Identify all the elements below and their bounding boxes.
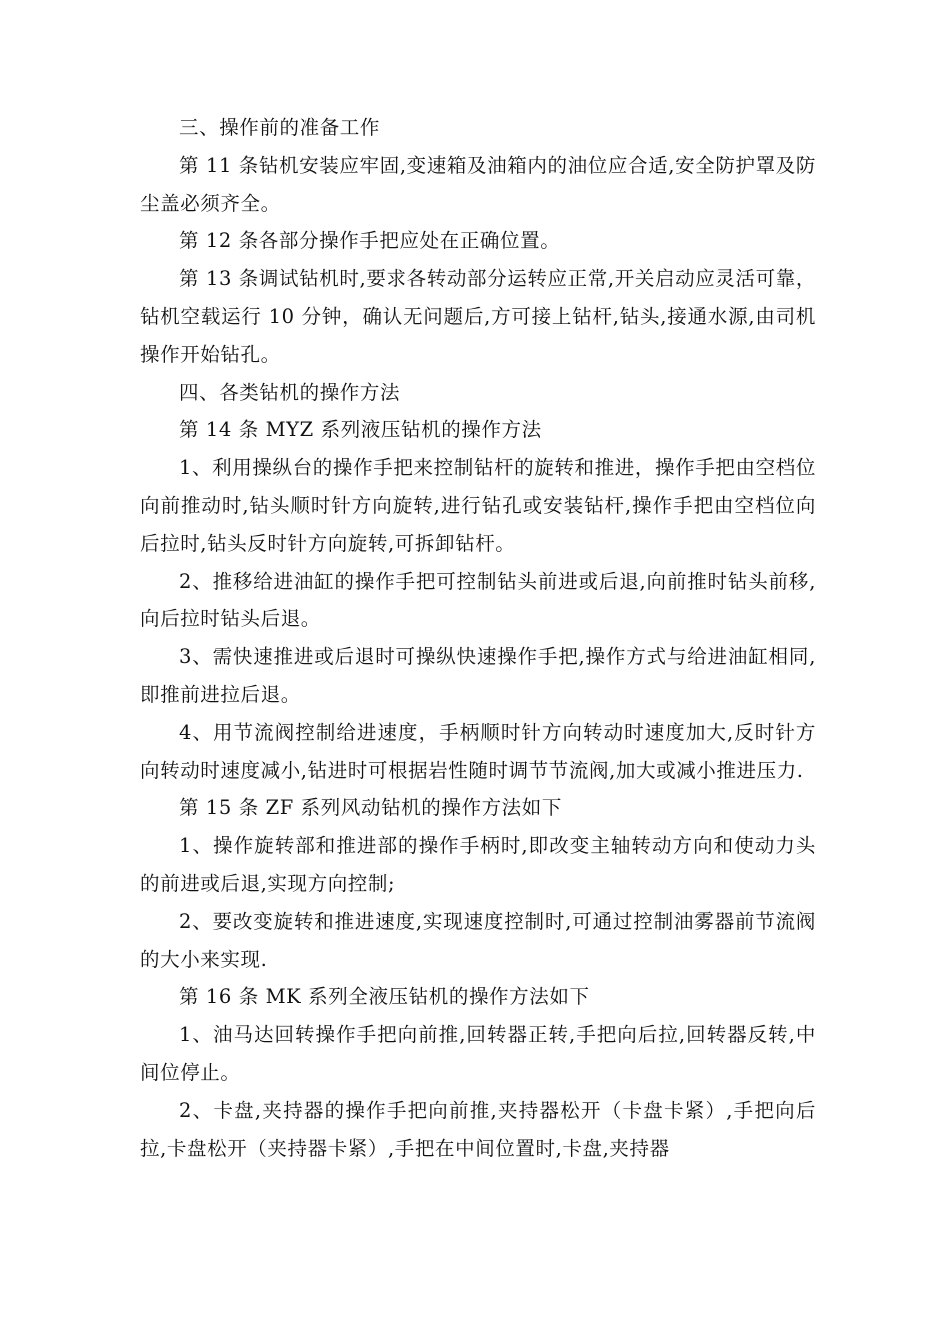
article-15-title: 第 15 条 ZF 系列风动钻机的操作方法如下 <box>179 796 562 820</box>
article-14-item-1: 1、利用操纵台的操作手把来控制钻杆的旋转和推进，操作手把由空档位向前推动时,钻头顺时针方向旋转,进行钻孔或安装钻杆,操作手把由空档位向后拉时,钻头反时针方向旋转,可拆卸钻杆。 <box>140 456 816 555</box>
section-heading-preparation: 三、操作前的准备工作 <box>179 116 381 139</box>
article-14-title: 第 14 条 MYZ 系列液压钻机的操作方法 <box>179 418 542 442</box>
article-14-item-3: 3、需快速推进或后退时可操纵快速操作手把,操作方式与给进油缸相同,即推前进拉后退。 <box>140 645 816 706</box>
article-16-item-1: 1、油马达回转操作手把向前推,回转器正转,手把向后拉,回转器反转,中间位停止。 <box>140 1023 816 1084</box>
article-14-item-4: 4、用节流阀控制给进速度，手柄顺时针方向转动时速度加大,反时针方向转动时速度减小,钻进时可根据岩性随时调节节流阀,加大或减小推进压力. <box>140 720 816 782</box>
section-heading-operation-methods: 四、各类钻机的操作方法 <box>179 380 401 404</box>
article-12: 第 12 条各部分操作手把应处在正确位置。 <box>179 229 561 253</box>
article-16-item-2: 2、卡盘,夹持器的操作手把向前推,夹持器松开（卡盘卡紧）,手把向后拉,卡盘松开（夹持器卡紧）,手把在中间位置时,卡盘,夹持器 <box>140 1098 816 1160</box>
article-16-title: 第 16 条 MK 系列全液压钻机的操作方法如下 <box>179 985 590 1009</box>
article-14-item-2: 2、推移给进油缸的操作手把可控制钻头前进或后退,向前推时钻头前移,向后拉时钻头后退。 <box>140 569 816 631</box>
article-11: 第 11 条钻机安装应牢固,变速箱及油箱内的油位应合适,安全防护罩及防尘盖必须齐全。 <box>140 153 816 215</box>
article-13: 第 13 条调试钻机时,要求各转动部分运转应正常,开关启动应灵活可靠，钻机空载运行 10 分钟，确认无问题后,方可接上钻杆,钻头,接通水源,由司机操作开始钻孔。 <box>140 267 816 366</box>
document-body <box>140 109 816 1167</box>
article-15-item-1: 1、操作旋转部和推进部的操作手柄时,即改变主轴转动方向和使动力头的前进或后退,实现方向控制; <box>140 834 816 895</box>
article-15-item-2: 2、要改变旋转和推进速度,实现速度控制时,可通过控制油雾器前节流阀的大小来实现. <box>140 909 816 971</box>
